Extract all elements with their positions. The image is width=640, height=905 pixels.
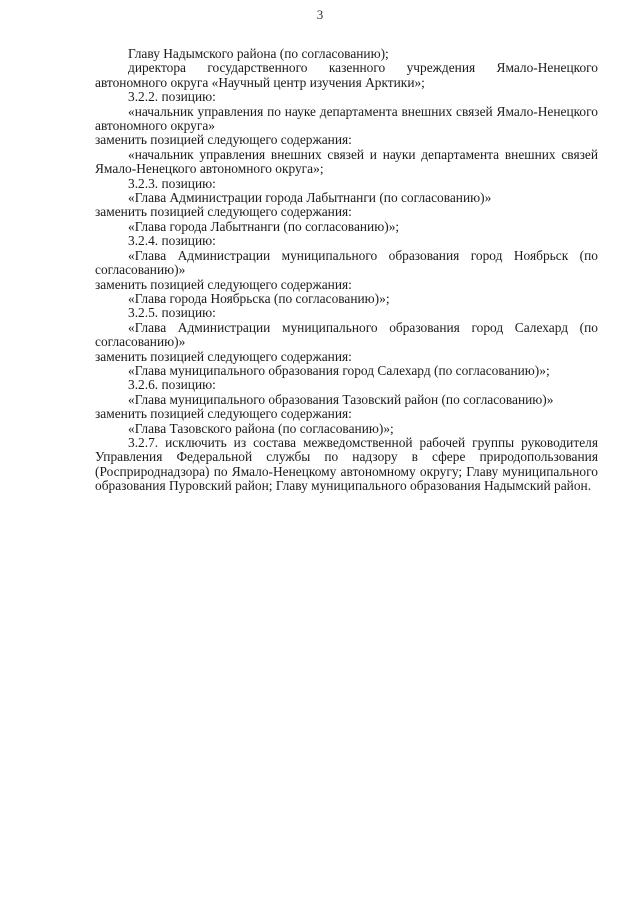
paragraph: заменить позицией следующего содержания: [95,132,352,148]
paragraph: «начальник управления внешних связей и науки департамента внешних связей Ямало-Ненецкого автономного округа»; [95,146,598,177]
paragraph: 3.2.7. исключить из состава межведомственной рабочей группы руководителя Управления Федеральной службы по надзору в сфере природопользования (Росприроднадзора) по Ямало-Ненецкому автономному округу; Главу муниципального образования Пуровский район; Главу муниципального образования Надымский район. [95,434,598,494]
document-body [95,47,598,494]
paragraph: 3.2.4. позицию: [128,233,216,249]
paragraph: Главу Надымского района (по согласованию); [128,46,389,61]
paragraph: заменить позицией следующего содержания: [95,406,352,422]
paragraph: «начальник управления по науке департамента внешних связей Ямало-Ненецкого автономного округа» [95,103,598,134]
paragraph: 3.2.5. позицию: [128,305,216,321]
paragraph: 3.2.2. позицию: [128,89,216,105]
paragraph: «Глава муниципального образования город Салехард (по согласованию)»; [128,362,550,378]
paragraph: «Глава Администрации муниципального образования город Салехард (по согласованию)» [95,319,598,350]
paragraph: «Глава города Лабытнанги (по согласованию)»; [128,218,400,234]
paragraph: 3.2.3. позицию: [128,175,216,191]
paragraph: «Глава Администрации города Лабытнанги (по согласованию)» [128,190,492,206]
paragraph: «Глава Администрации муниципального образования город Ноябрьск (по согласованию)» [95,247,598,278]
paragraph: заменить позицией следующего содержания: [95,348,352,364]
paragraph: «Глава Тазовского района (по согласованию)»; [128,420,394,436]
paragraph: «Глава города Ноябрьска (по согласованию)»; [128,290,390,306]
paragraph: «Глава муниципального образования Тазовский район (по согласованию)» [128,391,554,407]
paragraph: заменить позицией следующего содержания: [95,276,352,292]
paragraph: заменить позицией следующего содержания: [95,204,352,220]
page-number: 3 [316,7,324,22]
paragraph: 3.2.6. позицию: [128,377,216,393]
paragraph: директора государственного казенного учреждения Ямало-Ненецкого автономного округа «Научный центр изучения Арктики»; [95,60,598,90]
